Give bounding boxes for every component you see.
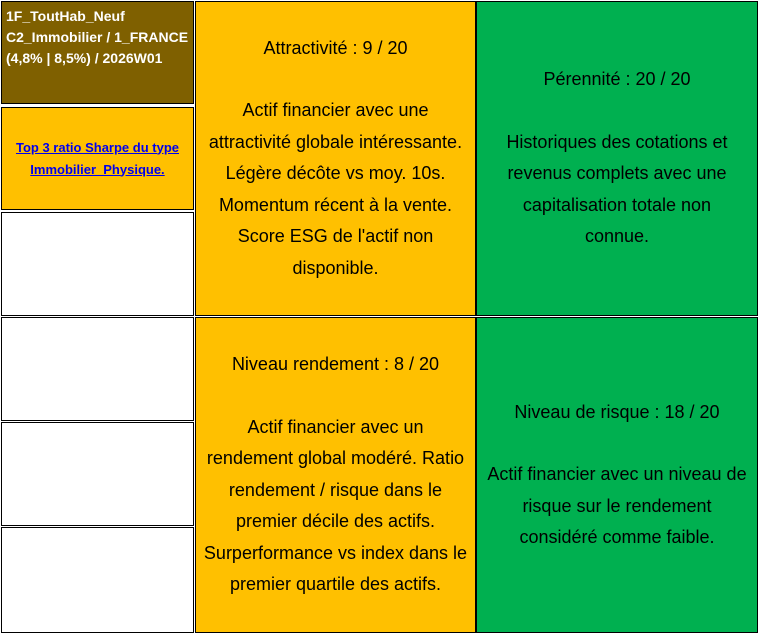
perennite-line: connue. bbox=[584, 226, 650, 247]
attractivite-line: Légère décôte vs moy. 10s. bbox=[225, 163, 446, 184]
risque-line: considéré comme faible. bbox=[519, 527, 715, 547]
rendement-score: Niveau rendement : 8 / 20 bbox=[231, 354, 440, 375]
rendement-line: rendement / risque dans le bbox=[228, 479, 443, 500]
attractivite-line: disponible. bbox=[292, 257, 379, 278]
attractivite-line: Momentum récent à la vente. bbox=[218, 194, 453, 215]
risque-score: Niveau de risque : 18 / 20 bbox=[514, 401, 720, 422]
rendement-panel bbox=[195, 317, 476, 633]
asset-name: 1F_ToutHab_Neuf bbox=[6, 8, 125, 24]
asset-category: C2_Immobilier / 1_FRANCE bbox=[6, 29, 189, 45]
attractivite-panel bbox=[195, 1, 476, 316]
perennite-line: Historiques des cotations et bbox=[506, 131, 728, 152]
attractivite-score: Attractivité : 9 / 20 bbox=[263, 37, 408, 58]
perennite-line: capitalisation totale non bbox=[522, 194, 712, 215]
risque-panel bbox=[476, 317, 758, 633]
asset-header bbox=[1, 1, 194, 104]
attractivite-line: Score ESG de l'actif non bbox=[237, 226, 434, 247]
rendement-line: rendement global modéré. Ratio bbox=[206, 448, 465, 469]
risque-line: risque sur le rendement bbox=[522, 495, 712, 516]
rendement-line: Actif financier avec un bbox=[247, 416, 424, 437]
perennite-score: Pérennité : 20 / 20 bbox=[543, 69, 691, 90]
attractivite-line: Actif financier avec une bbox=[242, 100, 429, 121]
top-sharpe-cell bbox=[1, 107, 194, 210]
top-sharpe-link-line1: Top 3 ratio Sharpe du type bbox=[15, 139, 179, 155]
empty-cell-3 bbox=[1, 422, 194, 526]
risque-line: Actif financier avec un niveau de bbox=[487, 464, 747, 484]
rendement-line: Surperformance vs index dans le bbox=[203, 542, 468, 563]
empty-cell-2 bbox=[1, 317, 194, 421]
perennite-panel bbox=[476, 1, 758, 316]
asset-stats: (4,8% | 8,5%) / 2026W01 bbox=[6, 50, 163, 66]
top-sharpe-link[interactable] bbox=[16, 137, 179, 181]
empty-cell-4 bbox=[1, 527, 194, 633]
rendement-line: premier quartile des actifs. bbox=[229, 574, 442, 595]
attractivite-line: attractivité globale intéressante. bbox=[208, 131, 463, 152]
rendement-line: premier décile des actifs. bbox=[235, 511, 436, 532]
perennite-line: revenus complets avec une bbox=[507, 163, 727, 184]
top-sharpe-link-line2: Immobilier_Physique. bbox=[30, 161, 165, 177]
empty-cell-1 bbox=[1, 212, 194, 316]
